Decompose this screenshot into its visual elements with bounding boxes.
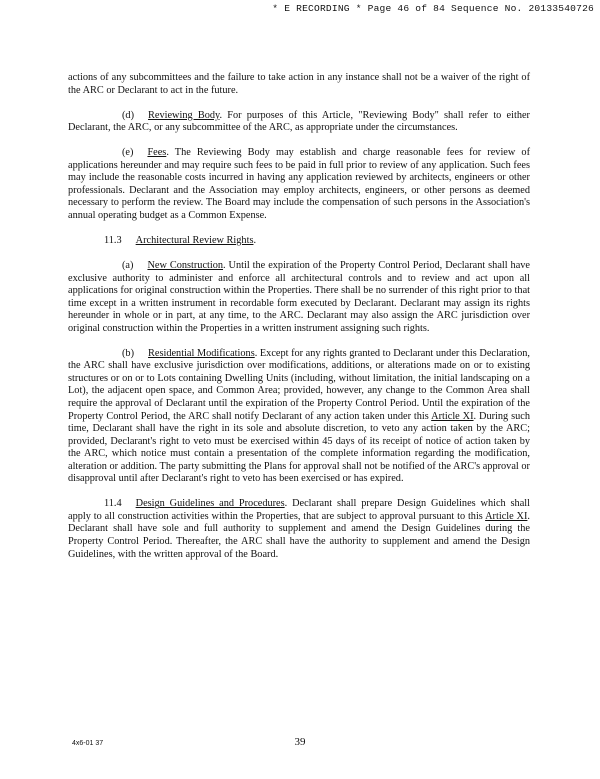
article-reference: Article XI: [431, 410, 474, 422]
paragraph-fees: (e) Fees. The Reviewing Body may establish and charge reasonable fees for review of applications hereunder and may require such fees to be paid in full prior to review of any application. Such fees may include the reasonable costs incurred in having any application reviewed by architects, engineers or other professionals. Declarant and the Association may employ architects, engineers, or other persons as deemed necessary to perform the review. The Board may include the compensation of such persons in the Association's annual operating budget as a Common Expense.: [68, 147, 530, 221]
footer-document-code: 4x6-01 37: [72, 740, 104, 747]
article-reference: Article XI: [485, 510, 528, 522]
paragraph-new-construction: (a) New Construction. Until the expiration of the Property Control Period, Declarant shall have exclusive authority to administer and enforce all architectural controls and to review and act upon all applications for original construction within the Properties. There shall be no surrender of this right prior to that time except in a written instrument in recordable form executed by Declarant. Declarant may assign its rights hereunder in whole or in part, at any time, to the ARC. Declarant may also assign the ARC jurisdiction over original construction within the Properties in a written instrument assigning such rights.: [68, 260, 530, 334]
paragraph-continuation: actions of any subcommittees and the failure to take action in any instance shall not be a waiver of the right of the ARC or Declarant to act in the future.: [68, 72, 530, 96]
section-heading-11-3: 11.3 Architectural Review Rights.: [104, 234, 257, 246]
paragraph-reviewing-body: (d) Reviewing Body. For purposes of this Article, "Reviewing Body" shall refer to either Declarant, the ARC, or any subcommittee of the ARC, as appropriate under the circumstances.: [68, 109, 530, 134]
heading-residential-modifications: Residential Modifications: [148, 347, 255, 359]
heading-fees: Fees: [147, 147, 167, 159]
page-number: 39: [294, 736, 306, 748]
recording-header: * E RECORDING * Page 46 of 84 Sequence No. 20133540726: [272, 3, 594, 14]
heading-new-construction: New Construction: [147, 260, 224, 272]
heading-reviewing-body: Reviewing Body: [148, 109, 220, 121]
document-body: [68, 72, 530, 561]
section-11-4-design-guidelines: 11.4 Design Guidelines and Procedures. Declarant shall prepare Design Guidelines which shall apply to all construction activities within the Properties, that are subject to approval pursuant to this Article XI. Declarant shall have sole and full authority to supplement and amend the Design Guidelines during the Property Control Period. Thereafter, the ARC shall have the authority to supplement and amend the Design Guidelines, with the written approval of the Board.: [68, 498, 530, 560]
heading-design-guidelines: Design Guidelines and Procedures: [135, 498, 285, 510]
paragraph-residential-modifications: (b) Residential Modifications. Except for any rights granted to Declarant under this Declaration, the ARC shall have exclusive jurisdiction over modifications, additions, or alterations made on or to existing structures or on or to Lots containing Dwelling Units (including, without limitation, the initial landscaping on a Lot), the adjacent open space, and Common Area; provided, however, any change to the Common Area shall require the approval of Declarant until the expiration of the Property Control Period. Until the expiration of the Property Control Period, the ARC shall notify Declarant of any action taken under this Article XI. During such time, Declarant shall have the right in its sole and absolute discretion, to veto any action taken by the ARC; provided, Declarant's right to veto must be exercised within 45 days of its receipt of notice of action taken by the ARC, which notice must contain a presentation of the complete information regarding the modification, alteration or addition. The party submitting the Plans for approval shall not be notified of the ARC's approval or disapproval until after Declarant's right to veto has been exercised or has expired.: [68, 347, 531, 485]
